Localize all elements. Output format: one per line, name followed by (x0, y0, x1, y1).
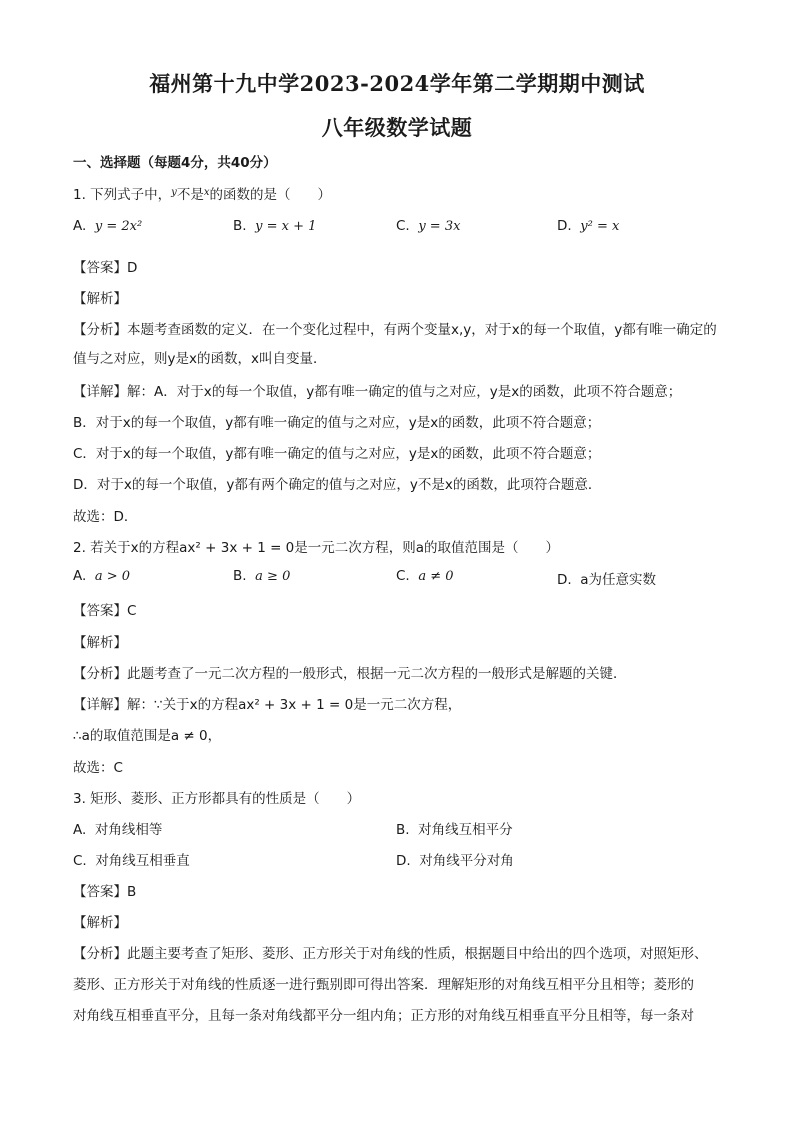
q2-option-c: C. a ≠ 0 (396, 568, 454, 584)
document-subtitle: 八年级数学试题 (321, 115, 473, 140)
q3-fenxi-line-2: 菱形、正方形关于对角线的性质逐一进行甄别即可得出答案．理解矩形的对角线互相平分且相等；菱形的 (73, 977, 694, 993)
q1-fenxi: 【分析】本题考查函数的定义．在一个变化过程中，有两个变量x,y，对于x的每一个取值，y都有唯一确定的值与之对应，则y是x的函数，x叫自变量． (73, 322, 717, 367)
q1-choose: 故选：D． (73, 509, 138, 525)
q3-fenxi-line-3: 对角线互相垂直平分，且每一条对角线都平分一组内角；正方形的对角线互相垂直平分且相等，每一条对 (73, 1008, 694, 1024)
q1-option-c: C. y = 3x (396, 218, 461, 234)
q3-option-d: D. 对角线平分对角 (396, 853, 514, 869)
q1-answer: 【答案】D (73, 260, 138, 276)
q3-option-a: A. 对角线相等 (73, 822, 163, 838)
q2-answer: 【答案】C (73, 603, 137, 619)
q1-detail-d: D．对于x的每一个取值，y都有两个确定的值与之对应，y不是x的函数，此项符合题意． (73, 477, 602, 493)
q1-detail-a: 【详解】解：A．对于x的每一个取值，y都有唯一确定的值与之对应，y是x的函数，此项不符合题意； (73, 384, 682, 400)
document-title: 福州第十九中学2023-2024学年第二学期期中测试 (149, 71, 645, 96)
q1-option-d: D. y² = x (557, 218, 620, 234)
question-3-stem: 3. 矩形、菱形、正方形都具有的性质是（ ） (73, 791, 361, 807)
q2-option-b: B. a ≥ 0 (233, 568, 291, 584)
q1-analysis-label: 【解析】 (73, 291, 127, 307)
q1-option-b: B. y = x + 1 (233, 218, 317, 234)
q2-detail-1: 【详解】解：∵关于x的方程ax² + 3x + 1 = 0是一元二次方程， (73, 697, 462, 713)
question-1-stem: 1. 下列式子中，$^y$不是$^x$的函数的是（ ） (73, 187, 331, 203)
question-2-stem: 2. 若关于x的方程ax² + 3x + 1 = 0是一元二次方程，则a的取值范围是（ ） (73, 540, 560, 556)
q3-option-c: C. 对角线互相垂直 (73, 853, 190, 869)
q1-detail-b: B．对于x的每一个取值，y都有唯一确定的值与之对应，y是x的函数，此项不符合题意； (73, 415, 601, 431)
q3-option-b: B. 对角线互相平分 (396, 822, 513, 838)
q1-option-a: A. y = 2x² (73, 218, 143, 234)
q3-analysis-label: 【解析】 (73, 915, 127, 931)
q2-option-d: D. a为任意实数 (557, 572, 657, 588)
section-heading: 一、选择题（每题4分，共40分） (73, 155, 277, 171)
q1-detail-c: C．对于x的每一个取值，y都有唯一确定的值与之对应，y是x的函数，此项不符合题意； (73, 446, 601, 462)
q2-choose: 故选：C (73, 760, 123, 776)
q2-analysis-label: 【解析】 (73, 635, 127, 651)
q2-detail-2: ∴a的取值范围是a ≠ 0， (73, 728, 222, 744)
q2-fenxi: 【分析】此题考查了一元二次方程的一般形式，根据一元二次方程的一般形式是解题的关键． (73, 666, 627, 682)
q3-answer: 【答案】B (73, 884, 137, 900)
q2-option-a: A. a > 0 (73, 568, 131, 584)
q3-fenxi-line-1: 【分析】此题主要考查了矩形、菱形、正方形关于对角线的性质，根据题目中给出的四个选项，对照矩形、 (73, 946, 708, 962)
